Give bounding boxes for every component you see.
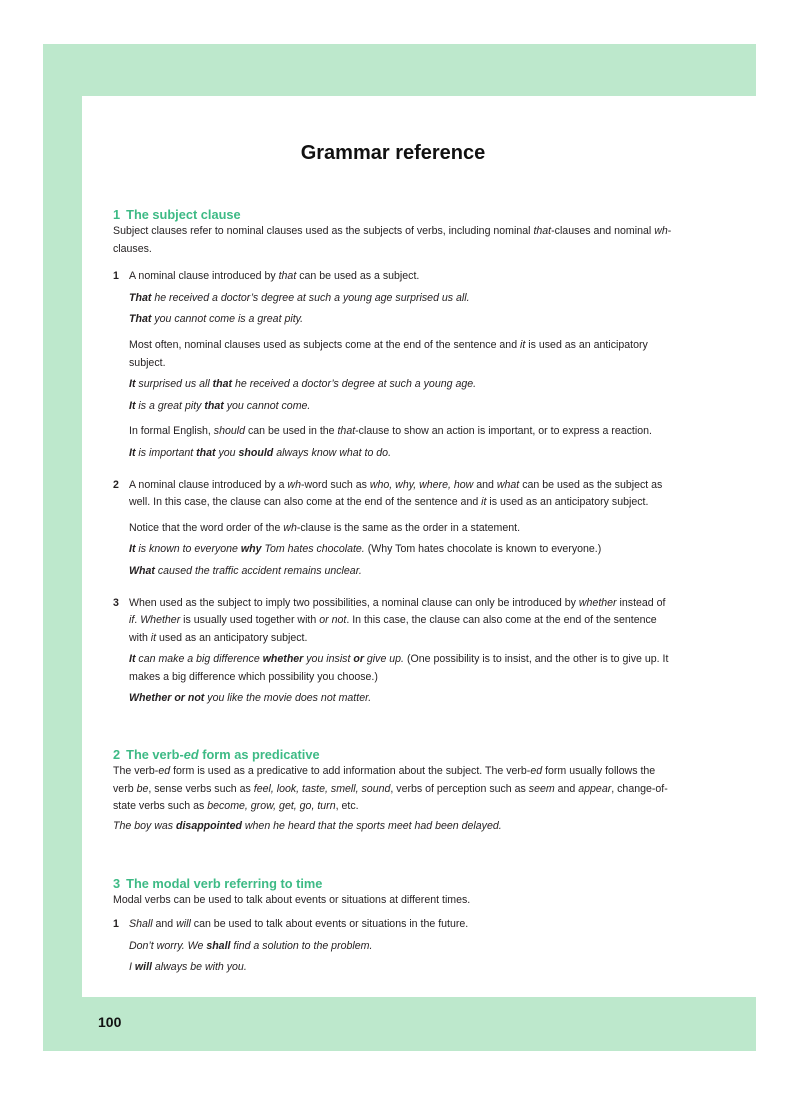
- section-number: 2: [113, 747, 121, 763]
- text-run: Most often, nominal clauses used as subjects come at the end of the sentence and: [129, 338, 521, 351]
- italic-term: it: [520, 338, 526, 351]
- italic-term: be: [136, 782, 149, 795]
- italic-term: Shall: [129, 918, 153, 931]
- text-run: and: [152, 918, 177, 931]
- italic-term: whether: [578, 596, 617, 609]
- section-heading: [113, 206, 675, 223]
- italic-term: become, grow, get, go, turn: [207, 800, 336, 813]
- text-run: Don’t worry. We: [129, 939, 207, 952]
- text-run: The verb-: [113, 765, 159, 778]
- example-sentence: [129, 445, 675, 463]
- explanation: (One possibility is to insist, and the other is to give up. It makes a big difference which possibility you choose.): [129, 653, 669, 683]
- item-body: [129, 268, 675, 462]
- text-run: The boy was: [113, 819, 177, 832]
- text-run: is known to everyone: [135, 543, 241, 556]
- text-run: always know what to do.: [273, 446, 392, 459]
- italic-term: that: [337, 425, 356, 438]
- text-run: surprised us all: [135, 378, 213, 391]
- italic-term: will: [176, 918, 191, 931]
- text-run: he received a doctor’s degree at such a young age surprised us all.: [151, 291, 470, 304]
- rule-text: [129, 595, 675, 648]
- text-run: when he heard that the sports meet had been delayed.: [241, 819, 502, 832]
- section-number: 1: [113, 207, 121, 222]
- text-run: is a great pity: [135, 399, 205, 412]
- emphasis: that: [196, 446, 216, 459]
- text-run: Subject clauses refer to nominal clauses used as the subjects of verbs, including nominal: [113, 225, 534, 237]
- italic-term: if: [129, 614, 135, 627]
- item-number: 3: [113, 596, 119, 609]
- italic-term: wh: [283, 521, 297, 534]
- italic-term: who, why, where, how: [369, 478, 474, 491]
- text-run: -clauses.: [113, 225, 672, 255]
- page-title: Grammar reference: [300, 142, 486, 164]
- text-run: he received a doctor’s degree at such a young age.: [232, 378, 477, 391]
- text-run: give up.: [363, 653, 405, 666]
- italic-term: appear: [578, 782, 612, 795]
- content: [113, 206, 675, 977]
- text-run: , verbs of perception such as: [390, 782, 529, 795]
- text-run: always be with you.: [151, 961, 247, 974]
- text-run: A nominal clause introduced by: [129, 270, 279, 283]
- item-body: [129, 595, 675, 709]
- text-run: is usually used together with: [180, 614, 320, 627]
- italic-term: should: [213, 425, 246, 438]
- italic-term: ed: [530, 765, 543, 778]
- section-number: 3: [113, 876, 121, 892]
- text-run: form is used as a predicative to add information about the subject. The verb-: [170, 765, 531, 778]
- text-run: you insist: [303, 653, 354, 666]
- emphasis: shall: [206, 939, 231, 952]
- italic-term: feel, look, taste, smell, sound: [253, 782, 391, 795]
- example-sentence: [129, 311, 675, 329]
- example-sentence: [129, 651, 675, 686]
- emphasis: It: [129, 543, 136, 556]
- text-run: can be used as the subject as well. In this case, the clause can also come at the end of the sentence and: [129, 478, 663, 509]
- emphasis: That: [129, 313, 152, 326]
- emphasis: What: [129, 564, 155, 577]
- emphasis: It: [129, 378, 136, 391]
- text-run: I: [129, 961, 135, 974]
- emphasis: It: [129, 653, 136, 666]
- italic-term: that: [533, 225, 552, 237]
- section-title: [126, 747, 319, 762]
- italic-term: Whether: [140, 614, 181, 627]
- text-run: you cannot come.: [223, 399, 311, 412]
- rule-item: [113, 595, 675, 709]
- emphasis: Whether or not: [129, 692, 205, 705]
- item-number: 2: [113, 478, 119, 491]
- text-run: you cannot come is a great pity.: [151, 313, 304, 326]
- text-run: can be used in the: [245, 425, 338, 438]
- italic-term: or not: [319, 614, 347, 627]
- item-body: [129, 477, 675, 581]
- text-run: form as predicative: [198, 747, 320, 763]
- emphasis: whether: [262, 653, 304, 666]
- explanation: (Why Tom hates chocolate is known to everyone.): [364, 543, 602, 556]
- text-run: , sense verbs such as: [148, 782, 254, 795]
- text-run: used as an anticipatory subject.: [156, 631, 308, 644]
- italic-term: that: [278, 270, 297, 283]
- italic-term: ed: [183, 747, 199, 763]
- example-sentence: [129, 563, 675, 581]
- rule-item: [113, 268, 675, 462]
- text-run: can be used as a subject.: [296, 270, 420, 283]
- emphasis: should: [238, 446, 274, 459]
- section-modal-verb-time: [113, 875, 675, 976]
- text-run: you like the movie does not matter.: [204, 692, 372, 705]
- text-run: and: [473, 478, 497, 491]
- emphasis: that: [204, 399, 224, 412]
- text-run: is important: [135, 446, 197, 459]
- text-run: . In this case, the clause can also come at the end of the sentence with: [129, 614, 657, 644]
- text-run: The verb-: [126, 747, 184, 763]
- text-run: can make a big difference: [135, 653, 263, 666]
- italic-term: it: [481, 496, 487, 509]
- text-run: form usually follows the verb: [113, 765, 656, 795]
- text-run: -clauses and nominal: [551, 225, 655, 237]
- rule-text: [129, 423, 675, 441]
- text-run: .: [134, 614, 141, 627]
- section-subject-clause: [113, 206, 675, 708]
- text-run: Tom hates chocolate.: [261, 543, 365, 556]
- text-run: find a solution to the problem.: [230, 939, 373, 952]
- rule-item: [113, 477, 675, 581]
- text-run: Modal verbs can be used to talk about events or situations at different times.: [113, 894, 471, 907]
- section-title: The modal verb referring to time: [126, 876, 323, 892]
- text-run: instead of: [616, 596, 666, 609]
- italic-term: wh: [654, 225, 668, 237]
- text-run: Notice that the word order of the: [129, 521, 284, 534]
- section-title: The subject clause: [126, 207, 241, 222]
- italic-term: what: [496, 478, 520, 491]
- example-sentence: [129, 541, 675, 559]
- example-sentence: [129, 376, 675, 394]
- emphasis: or: [353, 653, 364, 666]
- example-sentence: [129, 290, 675, 308]
- section-heading: [113, 746, 675, 763]
- italic-term: it: [150, 631, 157, 644]
- item-number: 1: [113, 270, 119, 283]
- section-intro: [113, 223, 675, 258]
- rule-text: [129, 520, 675, 538]
- text-run: , change-of-state verbs such as: [113, 782, 668, 813]
- rule-text: [129, 268, 675, 286]
- item-number: 1: [113, 918, 119, 931]
- section-intro: [113, 763, 675, 816]
- example-sentence: [129, 398, 675, 416]
- italic-term: seem: [528, 782, 555, 795]
- example-sentence: [129, 938, 675, 956]
- rule-text: [129, 477, 675, 512]
- text-run: -word such as: [300, 478, 370, 491]
- page-number: 100: [98, 1014, 122, 1030]
- text-run: and: [554, 782, 579, 795]
- text-run: you: [215, 446, 239, 459]
- italic-term: ed: [158, 765, 171, 778]
- italic-term: wh: [287, 478, 301, 491]
- section-heading: [113, 875, 675, 892]
- rule-text: [129, 337, 675, 372]
- emphasis: disappointed: [176, 819, 242, 832]
- text-run: When used as the subject to imply two possibilities, a nominal clause can only be introduced by: [129, 596, 579, 609]
- text-run: -clause is the same as the order in a statement.: [296, 521, 521, 534]
- text-run: can be used to talk about events or situations in the future.: [190, 918, 469, 931]
- emphasis: It: [129, 399, 136, 412]
- text-run: , etc.: [335, 800, 359, 813]
- emphasis: That: [129, 291, 152, 304]
- item-body: [129, 916, 675, 977]
- rule-text: [129, 916, 675, 934]
- text-run: is used as an anticipatory subject.: [129, 338, 648, 369]
- text-run: is used as an anticipatory subject.: [486, 496, 649, 509]
- text-run: caused the traffic accident remains unclear.: [154, 564, 362, 577]
- emphasis: that: [212, 378, 233, 391]
- text-run: In formal English,: [129, 425, 214, 438]
- example-sentence: [129, 959, 675, 977]
- emphasis: It: [129, 446, 136, 459]
- text-run: -clause to show an action is important, or to express a reaction.: [355, 425, 652, 438]
- section-intro: [113, 892, 675, 910]
- example-sentence: [129, 690, 675, 708]
- emphasis: why: [240, 543, 262, 556]
- emphasis: will: [134, 961, 152, 974]
- section-verb-ed-predicative: [113, 746, 675, 835]
- example-sentence: [113, 818, 675, 836]
- text-run: A nominal clause introduced by a: [129, 478, 288, 491]
- rule-item: [113, 916, 675, 977]
